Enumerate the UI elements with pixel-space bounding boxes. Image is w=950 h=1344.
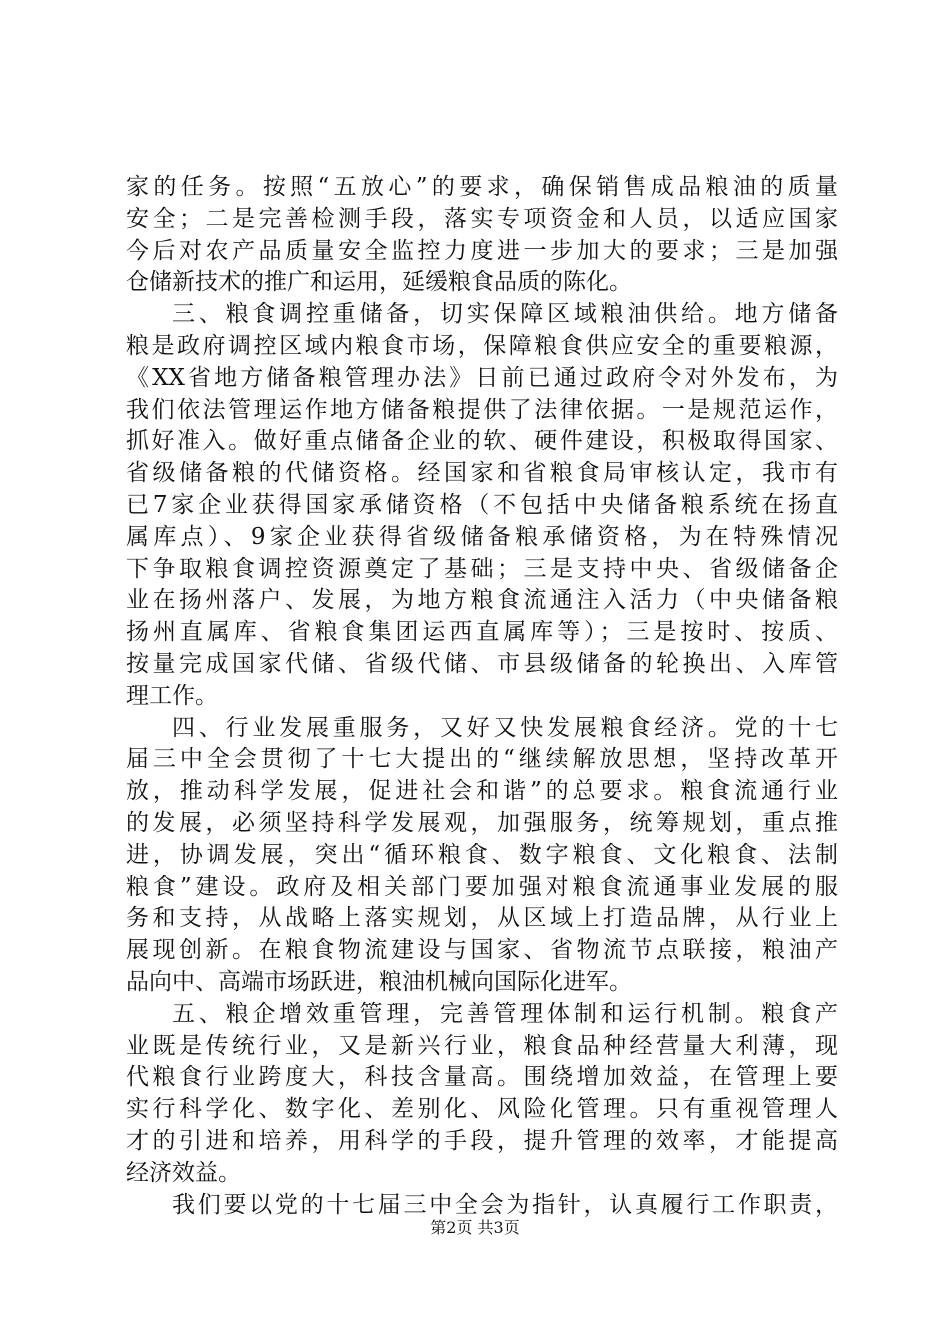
text-line: 按量完成国家代储、省级代储、市县级储备的轮换出、入库管 xyxy=(126,650,838,677)
text-line: 五、粮企增效重管理，完善管理体制和运行机制。粮食产 xyxy=(172,1000,838,1027)
text-line: 《XX省地方储备粮管理办法》日前已通过政府令对外发布，为 xyxy=(126,364,838,391)
document-body xyxy=(126,172,838,1221)
text-line: 我们依法管理运作地方储备粮提供了法律依据。一是规范运作， xyxy=(126,396,838,423)
text-line: 省级储备粮的代储资格。经国家和省粮食局审核认定，我市有 xyxy=(126,460,838,487)
text-line: 才的引进和培养，用科学的手段，提升管理的效率，才能提高 xyxy=(126,1127,838,1154)
text-line: 属库点）、9家企业获得省级储备粮承储资格，为在特殊情况 xyxy=(126,523,838,550)
text-line: 家的任务。按照“五放心”的要求，确保销售成品粮油的质量 xyxy=(126,174,838,200)
text-line: 业既是传统行业，又是新兴行业，粮食品种经营量大利薄，现 xyxy=(126,1032,838,1059)
text-line: 已7家企业获得国家承储资格（不包括中央储备粮系统在扬直 xyxy=(126,491,838,518)
text-line: 理工作。 xyxy=(126,682,218,709)
page-footer: 第2页 共3页 xyxy=(430,1218,520,1237)
text-line: 品向中、高端市场跃进，粮油机械向国际化进军。 xyxy=(126,968,632,995)
text-line: 粮是政府调控区域内粮食市场，保障粮食供应安全的重要粮源， xyxy=(126,332,838,359)
text-line: 今后对农产品质量安全监控力度进一步加大的要求；三是加强 xyxy=(126,237,838,264)
text-line: 业在扬州落户、发展，为地方粮食流通注入活力（中央储备粮 xyxy=(126,587,838,614)
text-line: 实行科学化、数字化、差别化、风险化管理。只有重视管理人 xyxy=(126,1096,838,1123)
text-line: 代粮食行业跨度大，科技含量高。围绕增加效益，在管理上要 xyxy=(126,1064,838,1091)
text-line: 安全；二是完善检测手段，落实专项资金和人员，以适应国家 xyxy=(126,205,838,232)
text-line: 展现创新。在粮食物流建设与国家、省物流节点联接，粮油产 xyxy=(126,937,838,964)
text-line: 务和支持，从战略上落实规划，从区域上打造品牌，从行业上 xyxy=(126,905,838,932)
text-line: 四、行业发展重服务，又好又快发展粮食经济。党的十七 xyxy=(172,714,838,741)
text-line: 放，推动科学发展，促进社会和谐”的总要求。粮食流通行业 xyxy=(126,778,838,805)
text-line: 届三中全会贯彻了十七大提出的“继续解放思想，坚持改革开 xyxy=(126,746,838,773)
text-line: 的发展，必须坚持科学发展观，加强服务，统筹规划，重点推 xyxy=(126,809,838,836)
text-line: 下争取粮食调控资源奠定了基础；三是支持中央、省级储备企 xyxy=(126,555,838,582)
text-line: 经济效益。 xyxy=(126,1159,241,1186)
text-line: 抓好准入。做好重点储备企业的软、硬件建设，积极取得国家、 xyxy=(126,428,838,455)
text-line: 扬州直属库、省粮食集团运西直属库等）；三是按时、按质、 xyxy=(126,619,838,646)
text-line: 我们要以党的十七届三中全会为指针，认真履行工作职责， xyxy=(172,1191,838,1218)
text-line: 三、粮食调控重储备，切实保障区域粮油供给。地方储备 xyxy=(172,301,838,328)
text-line: 进，协调发展，突出“循环粮食、数字粮食、文化粮食、法制 xyxy=(126,841,838,868)
text-line: 粮食”建设。政府及相关部门要加强对粮食流通事业发展的服 xyxy=(126,873,838,900)
text-line: 仓储新技术的推广和运用，延缓粮食品质的陈化。 xyxy=(126,269,632,296)
